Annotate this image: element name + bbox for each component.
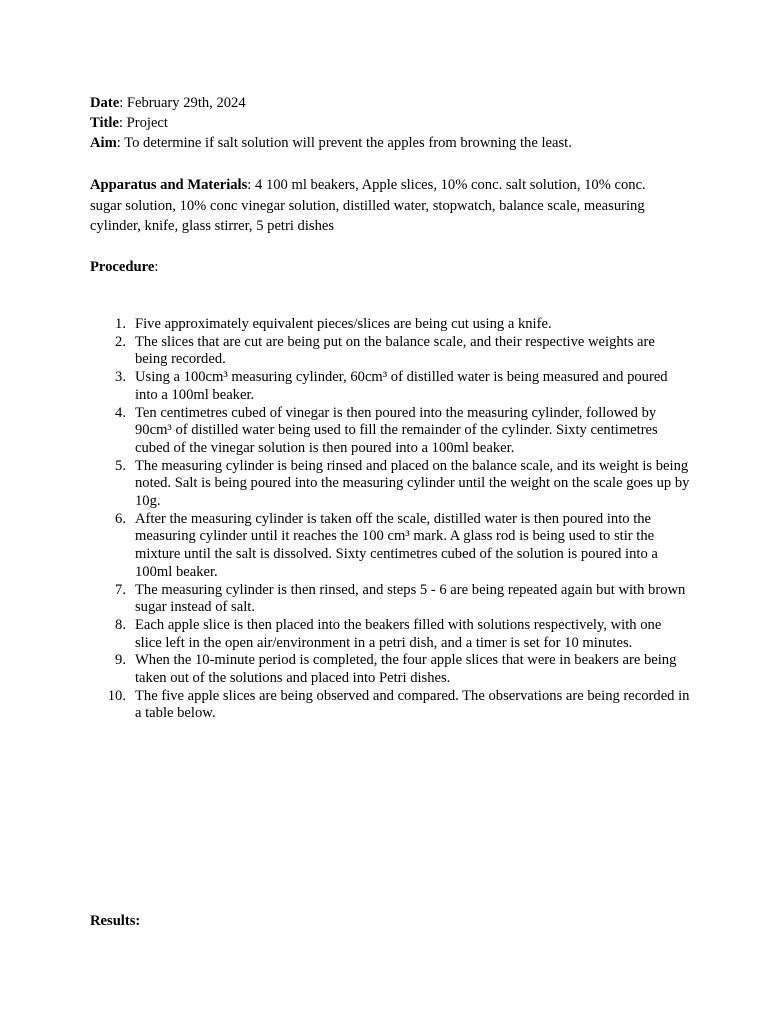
procedure-step [90, 405, 690, 458]
procedure-step [90, 582, 690, 617]
procedure-colon: : [154, 259, 159, 275]
date-line [90, 93, 246, 113]
procedure-step [90, 688, 690, 723]
apparatus-value: : 4 100 ml beakers, Apple slices, 10% conc. salt solution, 10% conc. sugar solution, 10% conc vinegar solution, distilled water, stopwatch, balance scale, measuring cylinder, knife, glass stirrer, 5 petri dishes [90, 177, 646, 234]
step-text: The measuring cylinder is then rinsed, and steps 5 - 6 are being repeated again but with brown sugar instead of salt. [135, 581, 686, 616]
step-number: 1. [115, 316, 126, 332]
step-text: The five apple slices are being observed and compared. The observations are being recorded in a table below. [135, 687, 690, 722]
step-text: The measuring cylinder is being rinsed and placed on the balance scale, and its weight is being noted. Salt is being poured into the measuring cylinder until the weight on the scale goes up by 10g. [135, 457, 690, 510]
step-text: The slices that are cut are being put on the balance scale, and their respective weights are being recorded. [135, 333, 655, 368]
step-text: Five approximately equivalent pieces/slices are being cut using a knife. [135, 316, 552, 332]
procedure-step [90, 334, 690, 369]
title-value: : Project [118, 115, 168, 131]
step-number: 7. [115, 581, 126, 598]
step-text: Using a 100cm³ measuring cylinder, 60cm³ of distilled water is being measured and poured into a 100ml beaker. [135, 369, 668, 403]
step-text: After the measuring cylinder is taken off the scale, distilled water is then poured into the measuring cylinder until it reaches the 100 cm³ mark. A glass rod is being used to stir the mixture until the salt is dissolved. Sixty centimetres cubed of the solution is poured into a 100ml beaker. [135, 510, 658, 580]
procedure-step [90, 369, 690, 404]
title-line [90, 113, 168, 133]
step-number: 4. [115, 404, 126, 421]
procedure-step [90, 617, 690, 652]
procedure-steps-list [90, 316, 690, 723]
step-number: 10. [107, 687, 126, 704]
apparatus-paragraph [90, 175, 680, 237]
results-label: Results: [90, 913, 141, 929]
aim-value: : To determine if salt solution will prevent the apples from browning the least. [116, 135, 572, 151]
title-label: Title [90, 115, 119, 131]
results-heading [90, 911, 140, 931]
date-value: : February 29th, 2024 [119, 95, 246, 111]
procedure-step [90, 511, 690, 582]
step-number: 5. [115, 457, 126, 474]
step-number: 2. [115, 333, 126, 350]
step-number: 8. [115, 616, 126, 633]
apparatus-label: Apparatus and Materials [90, 177, 248, 193]
step-number: 6. [115, 510, 126, 527]
procedure-heading [90, 257, 158, 277]
step-number: 9. [115, 652, 126, 669]
step-text: Ten centimetres cubed of vinegar is then poured into the measuring cylinder, followed by 90cm³ of distilled water being used to fill the remainder of the cylinder. Sixty centimetres cubed of the vinegar solution is then poured into a 100ml beaker. [135, 404, 658, 456]
procedure-label: Procedure [90, 259, 155, 275]
procedure-step [90, 316, 690, 334]
step-number: 3. [115, 369, 126, 386]
step-text: Each apple slice is then placed into the beakers filled with solutions respectively, with one slice left in the open air/environment in a petri dish, and a timer is set for 10 minutes. [135, 616, 662, 651]
aim-label: Aim [90, 135, 117, 151]
procedure-step [90, 458, 690, 511]
aim-line [90, 133, 572, 153]
step-text: When the 10-minute period is completed, the four apple slices that were in beakers are being taken out of the solutions and placed into Petri dishes. [135, 652, 677, 687]
date-label: Date [90, 95, 120, 111]
procedure-step [90, 652, 690, 687]
